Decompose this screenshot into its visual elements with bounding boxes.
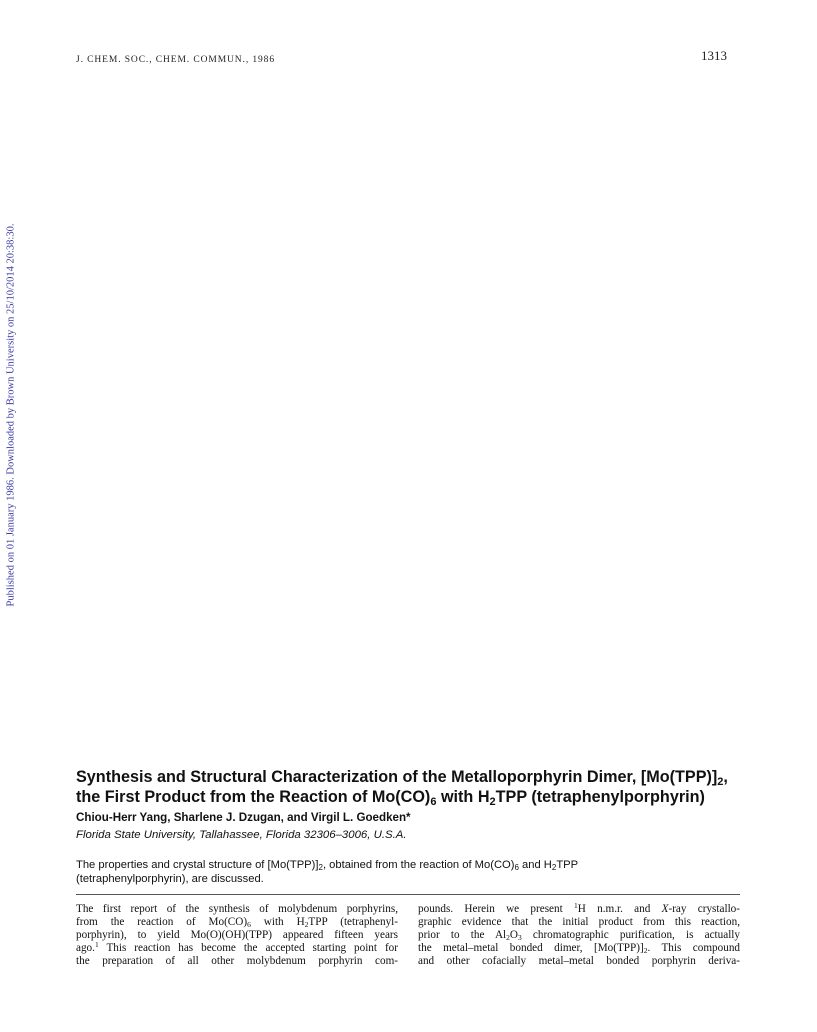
abstract [76, 858, 716, 886]
title-line-2: the First Product from the Reaction of $Mo(CO)_6$ with $H_2TPP$ (tetraphenylporphyrin) [76, 788, 705, 808]
body-line: from the reaction of $Mo(CO)_6$ with $H_2TPP$ (tetraphenyl- [76, 916, 398, 929]
body-column-left [76, 903, 398, 968]
body-line: pounds. Herein we present $^1$H n.m.r. and X-ray crystallo- [418, 901, 741, 915]
body-line: porphyrin), to yield Mo(O)(OH)(TPP) appeared fifteen years [76, 929, 398, 941]
title-line-1: Synthesis and Structural Characterization of the Metalloporphyrin Dimer, $[Mo(TPP)]_2$, [76, 768, 728, 788]
body-column-right [418, 903, 740, 968]
body-line: The first report of the synthesis of molybdenum porphyrins, [76, 903, 398, 915]
download-watermark-text: Published on 01 January 1986. Downloaded by Brown University on 25/10/2014 20:38:30. [5, 223, 17, 606]
body-line: ago.$^1$ This reaction has become the accepted starting point for [76, 940, 398, 954]
page-number: 1313 [701, 48, 727, 63]
footnote-ref[interactable]: 1 [94, 940, 99, 949]
author-list: Chiou-Herr Yang, Sharlene J. Dzugan, and Virgil L. Goedken* [76, 811, 411, 824]
body-line: graphic evidence that the initial product from this reaction, [418, 916, 740, 928]
body-line: and other cofacially metal–metal bonded porphyrin deriva- [418, 955, 740, 967]
running-head: J. CHEM. SOC., CHEM. COMMUN., 1986 [76, 55, 275, 65]
author-affiliation: Florida State University, Tallahassee, Florida 32306–3006, U.S.A. [76, 829, 407, 841]
body-line: the metal–metal bonded dimer, $[Mo(TPP)]_2$. This compound [418, 942, 741, 955]
body-line: the preparation of all other molybdenum porphyrin com- [76, 955, 398, 967]
article-title [76, 767, 776, 807]
body-line: prior to the $Al_2O_3$ chromatographic purification, is actually [418, 929, 741, 942]
abstract-line-2: (tetraphenylporphyrin), are discussed. [76, 873, 264, 885]
abstract-line-1: The properties and crystal structure of $[Mo(TPP)]_2$, obtained from the reaction of $Mo(CO)_6$ and $H_2TPP$ [76, 859, 579, 872]
download-watermark[interactable] [3, 212, 19, 617]
abstract-divider [76, 894, 740, 895]
